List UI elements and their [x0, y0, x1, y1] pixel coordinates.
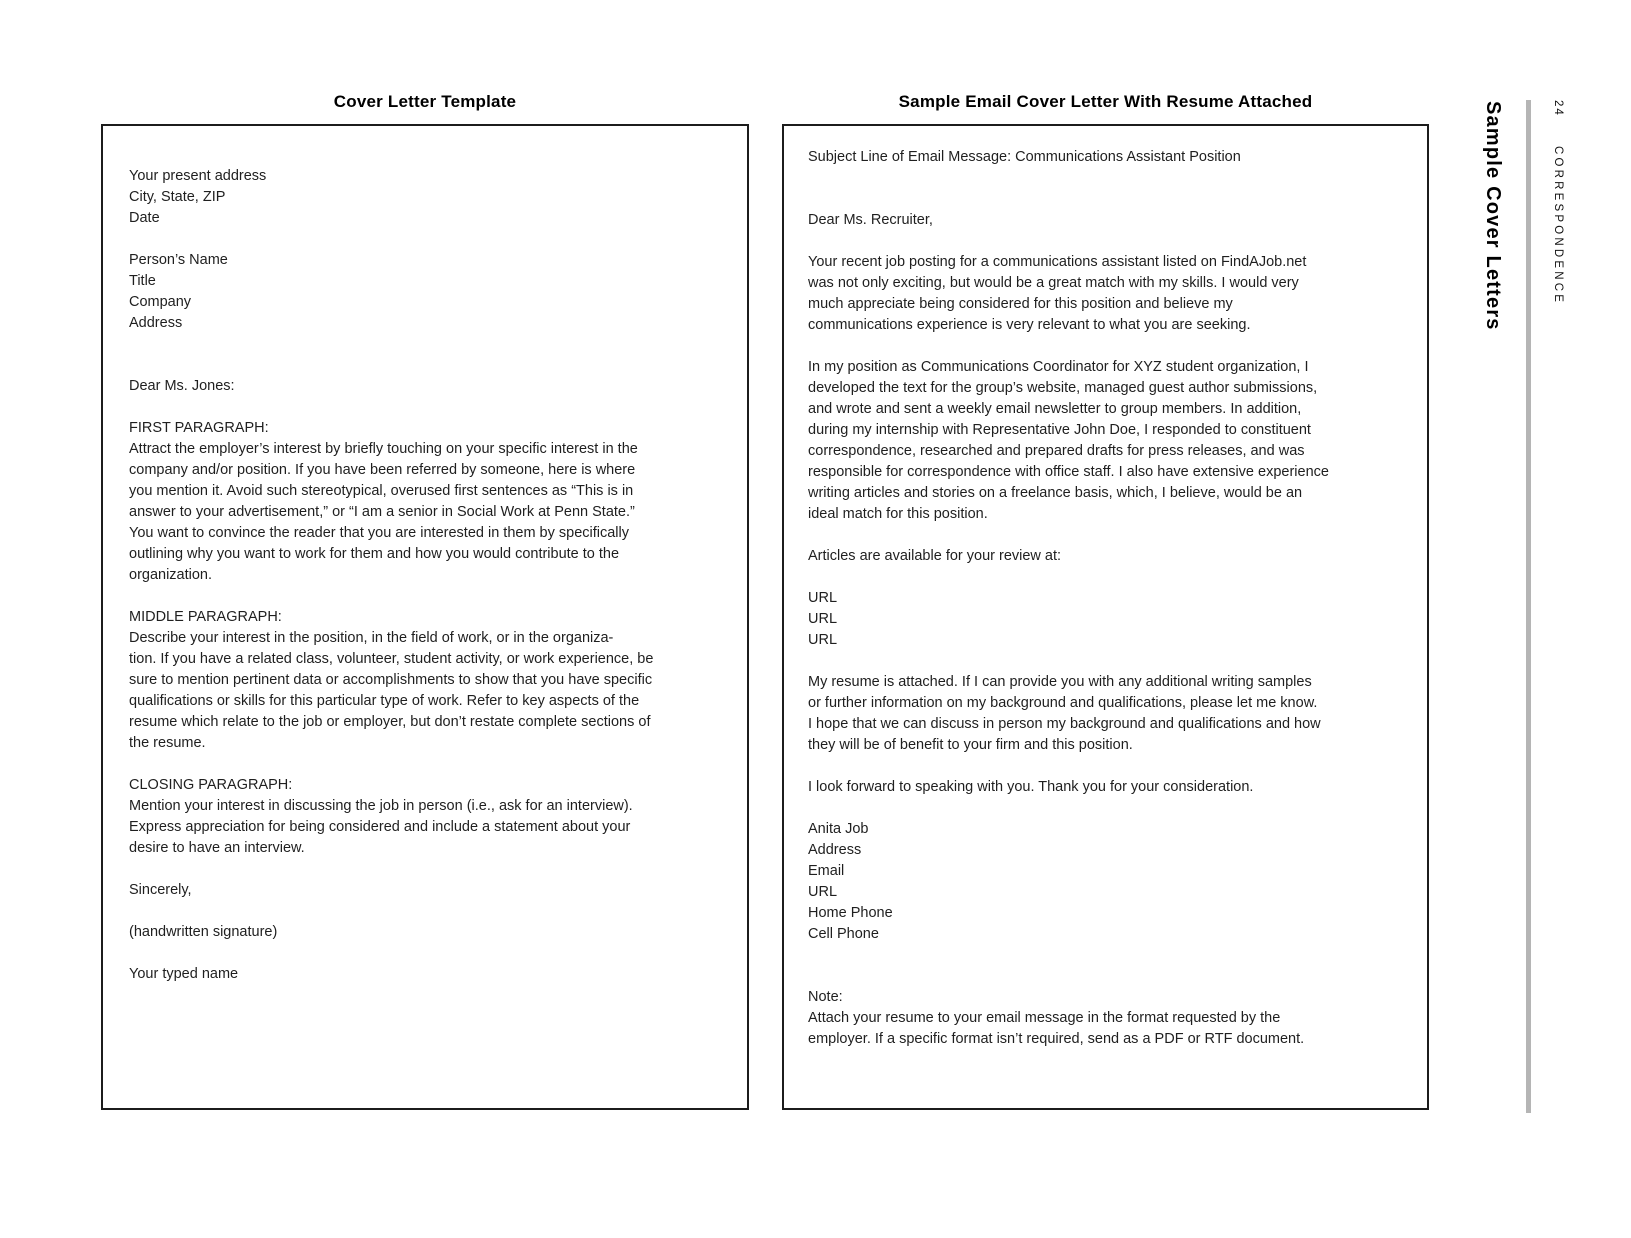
text-line: Note: — [808, 989, 843, 1005]
text-line: Home Phone — [808, 905, 893, 921]
text-line: Dear Ms. Recruiter, — [808, 212, 933, 228]
section-label-correspondence: CORRESPONDENCE — [1552, 146, 1564, 306]
text-line: during my internship with Representative John Doe, I responded to constituent — [808, 422, 1311, 438]
text-line: they will be of benefit to your firm and this position. — [808, 737, 1133, 753]
text-line: Describe your interest in the position, in the field of work, or in the organiza- — [129, 630, 614, 646]
text-line: Subject Line of Email Message: Communications Assistant Position — [808, 149, 1241, 165]
text-line — [808, 168, 1409, 189]
text-line — [129, 901, 727, 922]
text-line — [129, 859, 727, 880]
text-line: Your recent job posting for a communications assistant listed on FindAJob.net — [808, 254, 1307, 270]
text-line — [129, 586, 727, 607]
text-line — [129, 943, 727, 964]
text-line — [808, 966, 1409, 987]
text-line — [129, 334, 727, 355]
text-line: Address — [808, 842, 862, 858]
text-line: organization. — [129, 567, 213, 583]
text-line: URL — [808, 884, 838, 900]
text-line: FIRST PARAGRAPH: — [129, 420, 269, 436]
text-line — [129, 397, 727, 418]
text-line: was not only exciting, but would be a great match with my skills. I would very — [808, 275, 1299, 291]
text-line: I look forward to speaking with you. Thank you for your consideration. — [808, 779, 1254, 795]
text-line: Express appreciation for being considered and include a statement about your — [129, 819, 631, 835]
text-line — [808, 336, 1409, 357]
text-line — [808, 651, 1409, 672]
text-line: My resume is attached. If I can provide you with any additional writing samples — [808, 674, 1312, 690]
text-line: URL — [808, 590, 838, 606]
text-line — [808, 525, 1409, 546]
text-line: ideal match for this position. — [808, 506, 988, 522]
text-line: Attract the employer’s interest by briefly touching on your specific interest in the — [129, 441, 638, 457]
text-line — [129, 754, 727, 775]
sidebar-rule — [1526, 100, 1531, 1113]
text-line: qualifications or skills for this particular type of work. Refer to key aspects of the — [129, 693, 640, 709]
chapter-title-vertical: Sample Cover Letters — [1482, 101, 1504, 331]
text-line: responsible for correspondence with office staff. I also have extensive experience — [808, 464, 1329, 480]
text-line — [808, 231, 1409, 252]
page-number: 24 — [1552, 100, 1564, 117]
text-line: Dear Ms. Jones: — [129, 378, 235, 394]
text-line: or further information on my background and qualifications, please let me know. — [808, 695, 1318, 711]
right-column-title: Sample Email Cover Letter With Resume Attached — [898, 92, 1313, 111]
text-line — [808, 189, 1409, 210]
text-line: outlining why you want to work for them and how you would contribute to the — [129, 546, 620, 562]
text-line: writing articles and stories on a freelance basis, which, I believe, would be an — [808, 485, 1303, 501]
text-line: communications experience is very relevant to what you are seeking. — [808, 317, 1251, 333]
text-line: Company — [129, 294, 192, 310]
text-line — [808, 945, 1409, 966]
text-line: (handwritten signature) — [129, 924, 278, 940]
text-line: resume which relate to the job or employer, but don’t restate complete sections of — [129, 714, 651, 730]
text-line: Anita Job — [808, 821, 869, 837]
email-cover-letter-box — [782, 124, 1429, 1110]
text-line: Date — [129, 210, 160, 226]
text-line: developed the text for the group’s website, managed guest author submissions, — [808, 380, 1318, 396]
text-line: tion. If you have a related class, volunteer, student activity, or work experience, be — [129, 651, 654, 667]
text-line — [808, 798, 1409, 819]
text-line: You want to convince the reader that you are interested in them by specifically — [129, 525, 630, 541]
text-line: answer to your advertisement,” or “I am a senior in Social Work at Penn State.” — [129, 504, 635, 520]
text-line: CLOSING PARAGRAPH: — [129, 777, 293, 793]
text-line: much appreciate being considered for this position and believe my — [808, 296, 1233, 312]
text-line: Sincerely, — [129, 882, 192, 898]
text-line: the resume. — [129, 735, 206, 751]
text-line: desire to have an interview. — [129, 840, 305, 856]
left-column-title: Cover Letter Template — [333, 92, 517, 111]
text-line: Mention your interest in discussing the job in person (i.e., ask for an interview). — [129, 798, 633, 814]
text-line: you mention it. Avoid such stereotypical, overused first sentences as “This is in — [129, 483, 634, 499]
text-line: Your typed name — [129, 966, 239, 982]
cover-letter-template-box — [101, 124, 749, 1110]
text-line: Your present address — [129, 168, 267, 184]
text-line: Address — [129, 315, 183, 331]
text-line: Attach your resume to your email message in the format requested by the — [808, 1010, 1281, 1026]
text-line: URL — [808, 632, 838, 648]
text-line: sure to mention pertinent data or accomplishments to show that you have specific — [129, 672, 653, 688]
text-line: employer. If a specific format isn’t required, send as a PDF or RTF document. — [808, 1031, 1305, 1047]
text-line: Person’s Name — [129, 252, 228, 268]
text-line: correspondence, researched and prepared drafts for press releases, and was — [808, 443, 1305, 459]
text-line: URL — [808, 611, 838, 627]
text-line: Email — [808, 863, 845, 879]
text-line: and wrote and sent a weekly email newsletter to group members. In addition, — [808, 401, 1302, 417]
text-line — [808, 567, 1409, 588]
text-line: MIDDLE PARAGRAPH: — [129, 609, 282, 625]
text-line: In my position as Communications Coordinator for XYZ student organization, I — [808, 359, 1309, 375]
text-line: company and/or position. If you have been referred by someone, here is where — [129, 462, 636, 478]
text-line — [129, 355, 727, 376]
text-line: Articles are available for your review at: — [808, 548, 1062, 564]
text-line — [129, 229, 727, 250]
text-line — [808, 756, 1409, 777]
text-line: City, State, ZIP — [129, 189, 226, 205]
text-line: Title — [129, 273, 156, 289]
text-line: Cell Phone — [808, 926, 879, 942]
text-line: I hope that we can discuss in person my background and qualifications and how — [808, 716, 1321, 732]
